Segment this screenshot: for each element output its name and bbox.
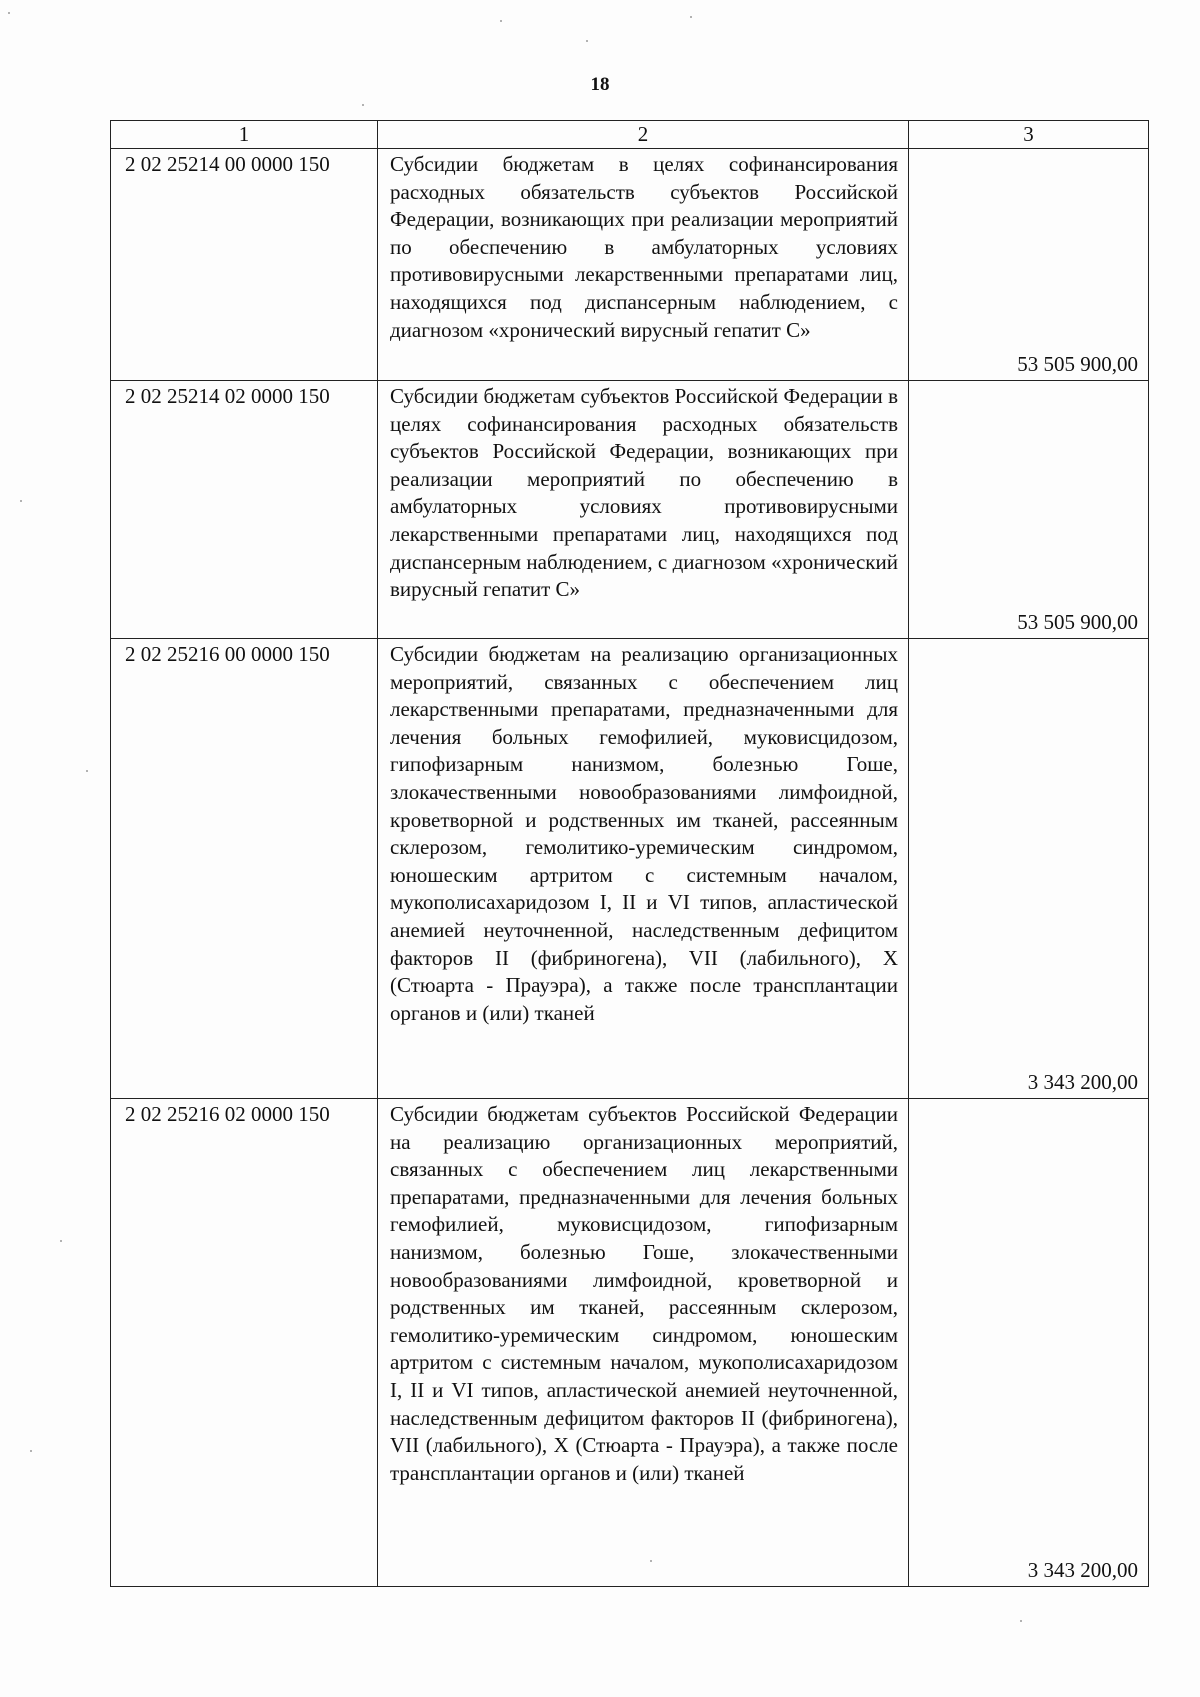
revenue-description: Субсидии бюджетам в целях софинансирования расходных обязательств субъектов Российской Федерации, возникающих при реализации мероприятий по обеспечению в амбулаторных условиях противовирусными лекарственными препаратами лиц, находящихся под диспансерным наблюдением, с диагнозом «хронический вирусный гепатит С» bbox=[378, 149, 909, 381]
amount-value: 3 343 200,00 bbox=[909, 639, 1149, 1099]
revenue-description: Субсидии бюджетам на реализацию организационных мероприятий, связанных с обеспечением лиц лекарственными препаратами, предназначенными для лечения больных гемофилией, муковисцидозом, гипофизарным нанизмом, болезнью Гоше, злокачественными новообразованиями лимфоидной, кроветворной и родственных им тканей, рассеянным склерозом, гемолитико-уремическим синдромом, юношеским артритом с системным началом, мукополисахаридозом I, II и VI типов, апластической анемией неуточненной, наследственным дефицитом факторов II (фибриногена), VII (лабильного), X (Стюарта - Прауэра), а также после трансплантации органов и (или) тканей bbox=[378, 639, 909, 1099]
page-number: 18 bbox=[590, 74, 610, 95]
scan-speck bbox=[650, 1560, 652, 1562]
scan-speck bbox=[586, 40, 588, 42]
column-header-2: 2 bbox=[378, 121, 909, 149]
revenue-description: Субсидии бюджетам субъектов Российской Федерации на реализацию организационных мероприятий, связанных с обеспечением лиц лекарственными препаратами, предназначенными для лечения больных гемофилией, муковисцидозом, гипофизарным нанизмом, болезнью Гоше, злокачественными новообразованиями лимфоидной, кроветворной и родственных им тканей, рассеянным склерозом, гемолитико-уремическим синдромом, юношеским артритом с системным началом, мукополисахаридозом I, II и VI типов, апластической анемией неуточненной, наследственным дефицитом факторов II (фибриногена), VII (лабильного), X (Стюарта - Прауэра), а также после трансплантации органов и (или) тканей bbox=[378, 1099, 909, 1587]
table-row bbox=[111, 149, 1149, 381]
scan-speck bbox=[1020, 1620, 1022, 1622]
table-row bbox=[111, 381, 1149, 639]
budget-code: 2 02 25214 02 0000 150 bbox=[111, 381, 378, 639]
scan-speck bbox=[362, 104, 364, 106]
column-header-3: 3 bbox=[909, 121, 1149, 149]
scan-speck bbox=[500, 20, 502, 22]
table-header-row bbox=[111, 121, 1149, 149]
scan-speck bbox=[86, 770, 88, 772]
column-header-1: 1 bbox=[111, 121, 378, 149]
scan-speck bbox=[60, 1240, 62, 1242]
scan-speck bbox=[690, 16, 692, 18]
table-row bbox=[111, 639, 1149, 1099]
amount-value: 53 505 900,00 bbox=[909, 381, 1149, 639]
budget-code: 2 02 25214 00 0000 150 bbox=[111, 149, 378, 381]
budget-table bbox=[110, 120, 1149, 1587]
amount-value: 53 505 900,00 bbox=[909, 149, 1149, 381]
scan-speck bbox=[30, 1450, 32, 1452]
revenue-description: Субсидии бюджетам субъектов Российской Федерации в целях софинансирования расходных обязательств субъектов Российской Федерации, возникающих при реализации мероприятий по обеспечению в амбулаторных условиях противовирусными лекарственными препаратами лиц, находящихся под диспансерным наблюдением, с диагнозом «хронический вирусный гепатит С» bbox=[378, 381, 909, 639]
budget-code: 2 02 25216 00 0000 150 bbox=[111, 639, 378, 1099]
budget-code: 2 02 25216 02 0000 150 bbox=[111, 1099, 378, 1587]
scan-speck bbox=[20, 500, 22, 502]
amount-value: 3 343 200,00 bbox=[909, 1099, 1149, 1587]
table-row bbox=[111, 1099, 1149, 1587]
scan-speck bbox=[8, 12, 10, 14]
